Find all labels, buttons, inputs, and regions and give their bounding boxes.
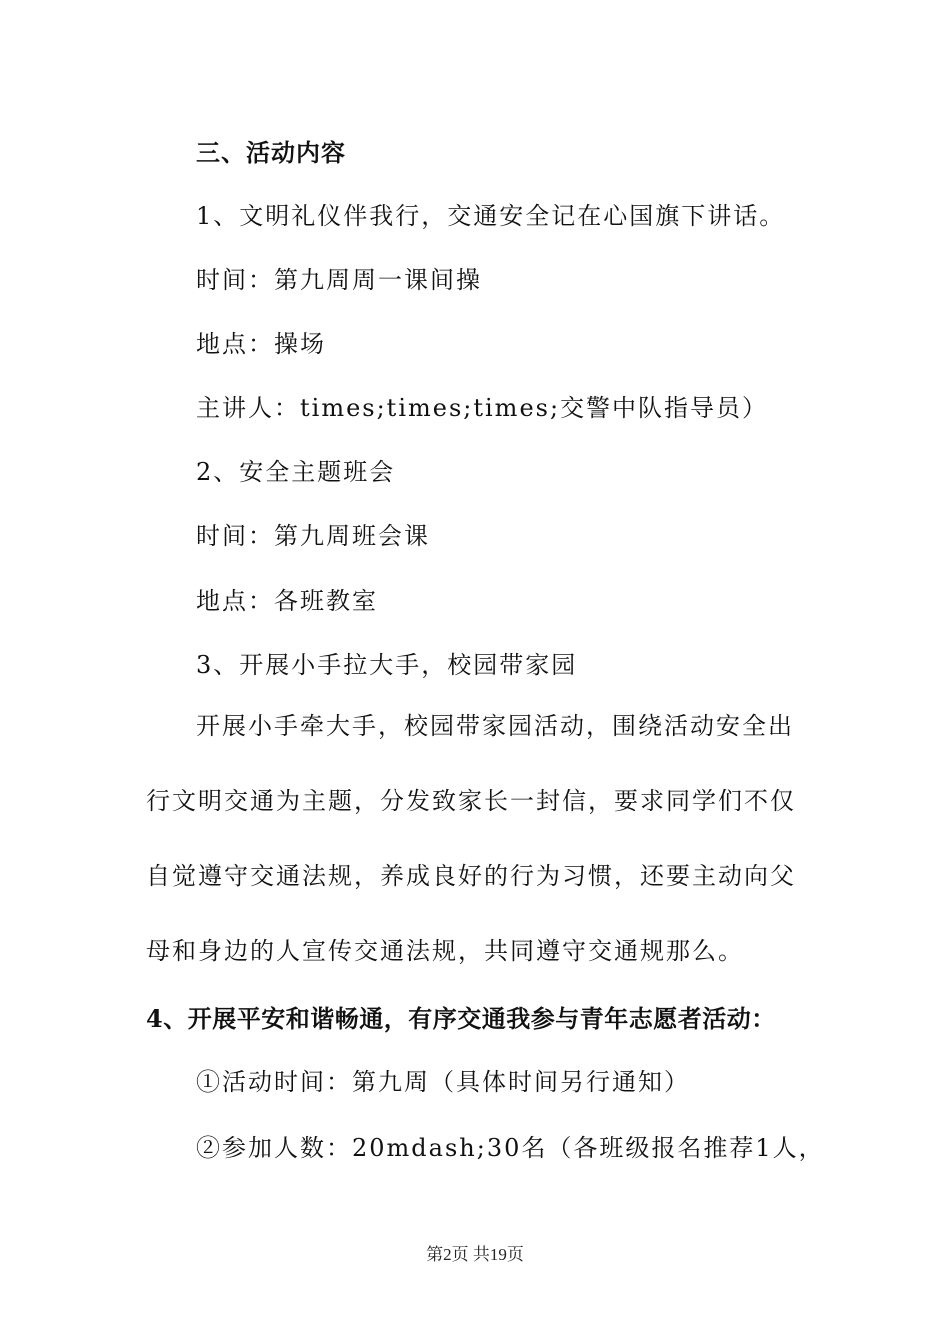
item2-place: 地点：各班教室 xyxy=(196,587,378,615)
item2-title: 2、安全主题班会 xyxy=(196,458,396,486)
item2-time: 时间：第九周班会课 xyxy=(196,522,430,550)
item1-title: 1、文明礼仪伴我行，交通安全记在心国旗下讲话。 xyxy=(196,202,786,230)
page-number-footer: 第2页 共19页 xyxy=(426,1245,524,1264)
item1-place: 地点：操场 xyxy=(196,330,326,358)
item4-activity-time: ①活动时间：第九周（具体时间另行通知） xyxy=(196,1068,690,1096)
section-heading: 三、活动内容 xyxy=(196,139,346,167)
item4-participants: ②参加人数：20mdash;30名（各班级报名推荐1人， xyxy=(196,1134,825,1162)
item3-paragraph: 开展小手牵大手，校园带家园活动，围绕活动安全出行文明交通为主题，分发致家长一封信，要求同学们不仅自觉遵守交通法规，养成良好的行为习惯，还要主动向父母和身边的人宣传交通法规，共同遵守交通规那么。 xyxy=(146,712,796,965)
item1-time: 时间：第九周周一课间操 xyxy=(196,266,482,294)
item1-speaker: 主讲人：times;times;times;交警中队指导员） xyxy=(196,394,769,422)
item4-title: 4、开展平安和谐畅通，有序交通我参与青年志愿者活动： xyxy=(146,1004,776,1033)
item3-title: 3、开展小手拉大手，校园带家园 xyxy=(196,651,578,679)
